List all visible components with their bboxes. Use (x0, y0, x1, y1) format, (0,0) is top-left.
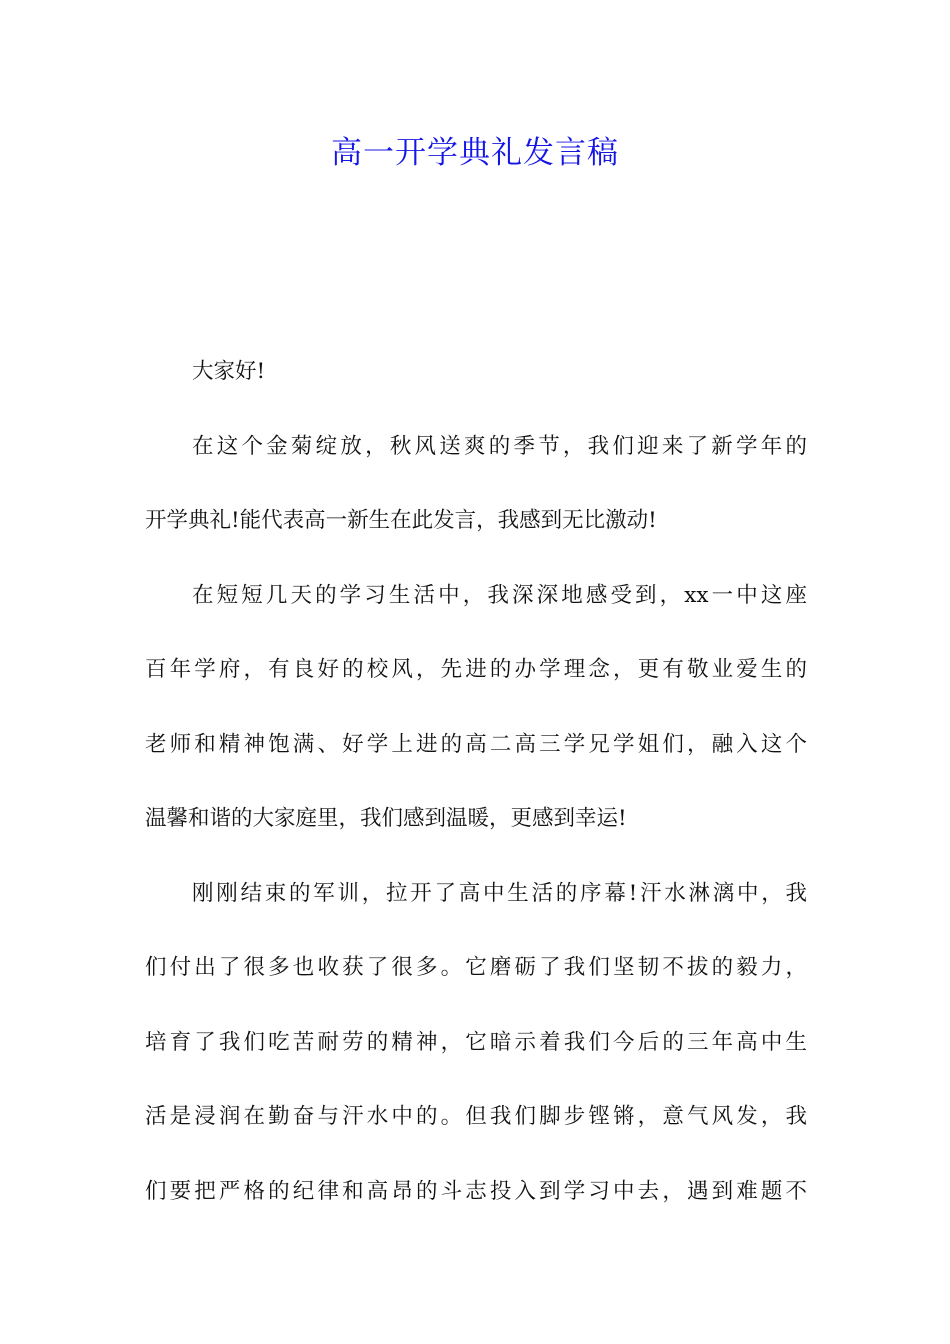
document-title: 高一开学典礼发言稿 (331, 135, 619, 171)
paragraph-line: 活是浸润在勤奋与汗水中的。但我们脚步铿锵，意气风发，我 (145, 1104, 807, 1129)
paragraph-line: 们要把严格的纪律和高昂的斗志投入到学习中去，遇到难题不 (145, 1178, 807, 1204)
paragraph-line: 大家好! (192, 359, 266, 384)
paragraph-line: 开学典礼!能代表高一新生在此发言，我感到无比激动! (145, 508, 657, 533)
paragraph-line: 老师和精神饱满、好学上进的高二高三学兄学姐们，融入这个 (145, 731, 807, 757)
paragraph-line: 在短短几天的学习生活中，我深深地感受到，xx一中这座 (192, 582, 807, 608)
paragraph-line: 在这个金菊绽放，秋风送爽的季节，我们迎来了新学年的 (192, 433, 807, 459)
paragraph-line: 培育了我们吃苦耐劳的精神，它暗示着我们今后的三年高中生 (145, 1029, 807, 1055)
paragraph-line: 百年学府，有良好的校风，先进的办学理念，更有敬业爱生的 (145, 657, 807, 682)
document-body (145, 335, 807, 1229)
paragraph-line: 温馨和谐的大家庭里，我们感到温暖，更感到幸运! (145, 806, 627, 831)
paragraph-line: 们付出了很多也收获了很多。它磨砺了我们坚韧不拔的毅力， (145, 955, 807, 980)
paragraph-line: 刚刚结束的军训，拉开了高中生活的序幕!汗水淋漓中，我 (192, 880, 807, 906)
